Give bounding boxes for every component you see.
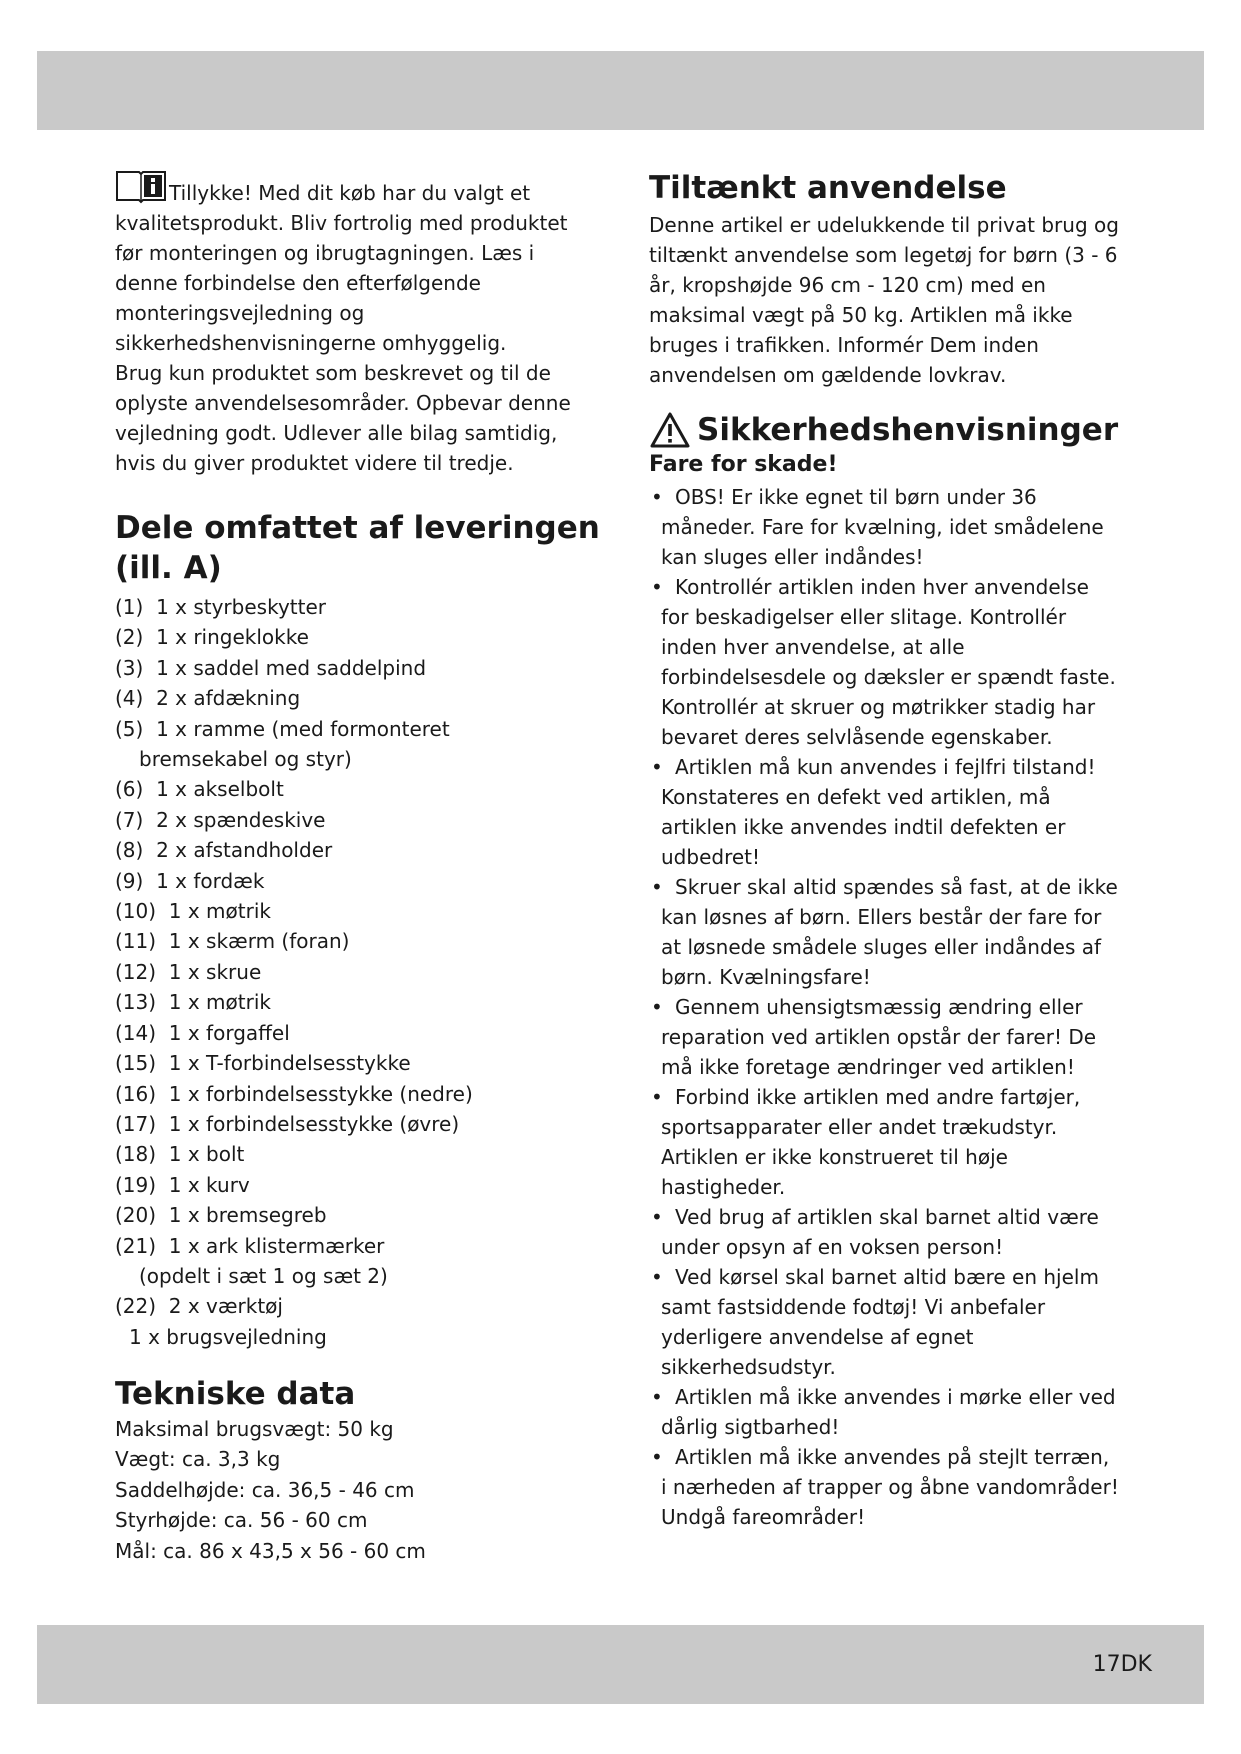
delivery-item-text: 1 x ark klistermærker	[168, 1233, 385, 1258]
delivery-item-text: 1 x bremsegreb	[168, 1203, 327, 1228]
delivery-item-text: 1 x møtrik	[168, 899, 271, 924]
delivery-item-text: 1 x akselbolt	[156, 777, 284, 802]
bullet-marker: •	[651, 875, 663, 899]
delivery-section	[115, 508, 600, 1352]
delivery-item	[115, 683, 600, 713]
header-band	[37, 51, 1204, 130]
tech-line: Mål: ca. 86 x 43,5 x 56 - 60 cm	[115, 1538, 426, 1563]
delivery-item	[115, 1139, 600, 1169]
tech-lines	[115, 1414, 600, 1567]
bullet-marker: •	[651, 755, 663, 779]
delivery-item-number: (18)	[115, 1142, 157, 1167]
safety-bullet	[649, 1382, 1119, 1442]
delivery-item-text: 2 x afdækning	[156, 686, 301, 711]
delivery-item-continuation: (opdelt i sæt 1 og sæt 2)	[139, 1263, 388, 1288]
safety-bullet	[649, 1442, 1119, 1532]
safety-bullet-text: Kontrollér artiklen inden hver anvendelse for beskadigelser eller slitage. Kontrollér inden hver anvendelse, at alle forbindelsesdele og dæksler er spændt faste. Kontrollér at skruer og møtrikker stadig har bevaret deres selvlåsende egenskaber.	[661, 575, 1116, 749]
bullet-marker: •	[651, 1205, 663, 1229]
delivery-item-text: 1 x ringeklokke	[156, 625, 309, 650]
delivery-item-text: 1 x forbindelsesstykke (øvre)	[168, 1111, 460, 1136]
delivery-item-number: (8)	[115, 838, 144, 863]
delivery-item-number: (3)	[115, 655, 144, 680]
delivery-item	[115, 987, 600, 1017]
delivery-item	[115, 805, 600, 835]
delivery-item-number: (5)	[115, 716, 144, 741]
delivery-item	[115, 957, 600, 987]
delivery-item-text: 1 x T-forbindelsesstykke	[168, 1051, 411, 1076]
delivery-item-number: (22)	[115, 1294, 157, 1319]
intended-text: Denne artikel er udelukkende til privat brug og tiltænkt anvendelse som legetøj for børn (3 - 6 år, kropshøjde 96 cm - 120 cm) med en maksimal vægt på 50 kg. Artiklen må ikke bruges i trafikken. Informér Dem inden anvendelsen om gældende lovkrav.	[649, 213, 1119, 387]
tech-line: Styrhøjde: ca. 56 - 60 cm	[115, 1508, 368, 1533]
delivery-item	[115, 1291, 600, 1321]
delivery-item-number: (9)	[115, 868, 144, 893]
delivery-item	[115, 1018, 600, 1048]
tech-heading: Tekniske data	[115, 1375, 356, 1412]
safety-bullet-text: Ved kørsel skal barnet altid bære en hjelm samt fastsiddende fodtøj! Vi anbefaler yderligere anvendelse af egnet sikkerhedsudstyr.	[661, 1265, 1099, 1379]
intended-heading: Tiltænkt anvendelse	[649, 170, 1007, 206]
delivery-item-text: 1 x bolt	[168, 1142, 245, 1167]
safety-bullet-text: Artiklen må ikke anvendes på stejlt terræn, i nærheden af trapper og åbne vandområder! Undgå fareområder!	[661, 1445, 1119, 1529]
safety-bullet-text: OBS! Er ikke egnet til børn under 36 måneder. Fare for kvælning, idet smådelene kan sluges eller indåndes!	[661, 485, 1104, 569]
delivery-item	[115, 622, 600, 652]
delivery-list	[115, 592, 600, 1322]
delivery-extra: 1 x brugsvejledning	[129, 1324, 327, 1349]
delivery-item-text: 1 x kurv	[168, 1172, 250, 1197]
delivery-item-text: 1 x styrbeskytter	[156, 595, 326, 619]
delivery-item-text: 1 x forbindelsesstykke (nedre)	[168, 1081, 473, 1106]
delivery-item	[115, 1048, 600, 1078]
bullet-marker: •	[651, 1265, 663, 1289]
delivery-item	[115, 592, 600, 622]
delivery-item-text: 2 x værktøj	[168, 1294, 283, 1319]
delivery-item	[115, 835, 600, 865]
footer-band	[37, 1625, 1204, 1704]
bullet-marker: •	[651, 1385, 663, 1409]
safety-bullet	[649, 1262, 1119, 1382]
warning-triangle-icon	[649, 411, 691, 449]
delivery-item-text: 2 x spændeskive	[156, 807, 326, 832]
delivery-item-number: (14)	[115, 1020, 157, 1045]
delivery-item	[115, 1109, 600, 1139]
delivery-item	[115, 866, 600, 896]
safety-bullet-text: Skruer skal altid spændes så fast, at de ikke kan løsnes af børn. Ellers består der fare for at løsnede smådele sluges eller indåndes af børn. Kvælningsfare!	[661, 875, 1118, 989]
safety-bullet-list	[649, 482, 1119, 1532]
safety-bullet	[649, 482, 1119, 572]
delivery-item	[115, 1231, 600, 1292]
right-column	[649, 168, 1119, 1532]
intro-text-1: Tillykke! Med dit køb har du valgt et kvalitetsprodukt. Bliv fortrolig med produktet før monteringen og ibrugtagningen. Læs i denne forbindelse den efterfølgende monteringsvejledning og sikkerhedshenvisningerne omhyggelig.	[115, 181, 568, 355]
delivery-item	[115, 1079, 600, 1109]
delivery-item-number: (1)	[115, 595, 144, 619]
intro-text-2: Brug kun produktet som beskrevet og til de oplyste anvendelsesområder. Opbevar denne vejledning godt. Udlever alle bilag samtidig, hvis du giver produktet videre til tredje.	[115, 361, 571, 475]
delivery-item	[115, 714, 600, 775]
delivery-item-number: (19)	[115, 1172, 157, 1197]
delivery-item-number: (20)	[115, 1203, 157, 1228]
safety-bullet-text: Artiklen må ikke anvendes i mørke eller ved dårlig sigtbarhed!	[661, 1385, 1116, 1439]
tech-section	[115, 1374, 600, 1567]
delivery-item-number: (12)	[115, 959, 157, 984]
delivery-item-number: (21)	[115, 1233, 157, 1258]
safety-bullet	[649, 1202, 1119, 1262]
delivery-item-number: (4)	[115, 686, 144, 711]
delivery-item-number: (6)	[115, 777, 144, 802]
delivery-item-text: 1 x ramme (med formonteret	[156, 716, 450, 741]
delivery-item	[115, 926, 600, 956]
delivery-item-text: 1 x møtrik	[168, 990, 271, 1015]
delivery-item	[115, 1200, 600, 1230]
delivery-item	[115, 653, 600, 683]
tech-line: Vægt: ca. 3,3 kg	[115, 1447, 281, 1472]
safety-bullet	[649, 572, 1119, 752]
delivery-item-text: 1 x skærm (foran)	[168, 929, 350, 954]
bullet-marker: •	[651, 995, 663, 1019]
page-number: 17DK	[1092, 1652, 1152, 1677]
safety-subheading: Fare for skade!	[649, 452, 838, 477]
safety-bullet-text: Ved brug af artiklen skal barnet altid være under opsyn af en voksen person!	[661, 1205, 1099, 1259]
delivery-item-text: 1 x saddel med saddelpind	[156, 655, 427, 680]
tech-line: Saddelhøjde: ca. 36,5 - 46 cm	[115, 1477, 415, 1502]
delivery-item-number: (2)	[115, 625, 144, 650]
delivery-item-number: (10)	[115, 899, 157, 924]
delivery-item-number: (17)	[115, 1111, 157, 1136]
safety-bullet	[649, 1082, 1119, 1202]
safety-heading: Sikkerhedshenvisninger	[697, 412, 1119, 448]
safety-bullet	[649, 752, 1119, 872]
tech-line: Maksimal brugsvægt: 50 kg	[115, 1416, 394, 1441]
delivery-item	[115, 896, 600, 926]
safety-bullet	[649, 872, 1119, 992]
safety-bullet-text: Forbind ikke artiklen med andre fartøjer, sportsapparater eller andet trækudstyr. Artiklen er ikke konstrueret til høje hastigheder.	[661, 1085, 1081, 1199]
bullet-marker: •	[651, 1445, 663, 1469]
intro-paragraph	[115, 168, 600, 478]
safety-heading-row	[649, 410, 1119, 450]
delivery-item-number: (11)	[115, 929, 157, 954]
bullet-marker: •	[651, 575, 663, 599]
delivery-item-text: 1 x forgaffel	[168, 1020, 290, 1045]
bullet-marker: •	[651, 1085, 663, 1109]
delivery-item-text: 1 x fordæk	[156, 868, 265, 893]
safety-bullet-text: Artiklen må kun anvendes i fejlfri tilstand! Konstateres en defekt ved artiklen, må artiklen ikke anvendes indtil defekten er udbedret!	[661, 755, 1096, 869]
delivery-item-number: (16)	[115, 1081, 157, 1106]
delivery-item-text: 1 x skrue	[168, 959, 262, 984]
delivery-item	[115, 774, 600, 804]
safety-bullet	[649, 992, 1119, 1082]
info-book-icon	[115, 168, 167, 204]
delivery-item-number: (7)	[115, 807, 144, 832]
bullet-marker: •	[651, 485, 663, 509]
safety-bullet-text: Gennem uhensigtsmæssig ændring eller reparation ved artiklen opstår der farer! De må ikke foretage ændringer ved artiklen!	[661, 995, 1097, 1079]
delivery-item	[115, 1170, 600, 1200]
delivery-item-number: (13)	[115, 990, 157, 1015]
delivery-item-text: 2 x afstandholder	[156, 838, 333, 863]
left-column	[115, 168, 600, 1566]
delivery-item-continuation: bremsekabel og styr)	[139, 747, 352, 772]
delivery-heading: Dele omfattet af leveringen (ill. A)	[115, 510, 600, 586]
safety-section	[649, 410, 1119, 1532]
delivery-item-number: (15)	[115, 1051, 157, 1076]
